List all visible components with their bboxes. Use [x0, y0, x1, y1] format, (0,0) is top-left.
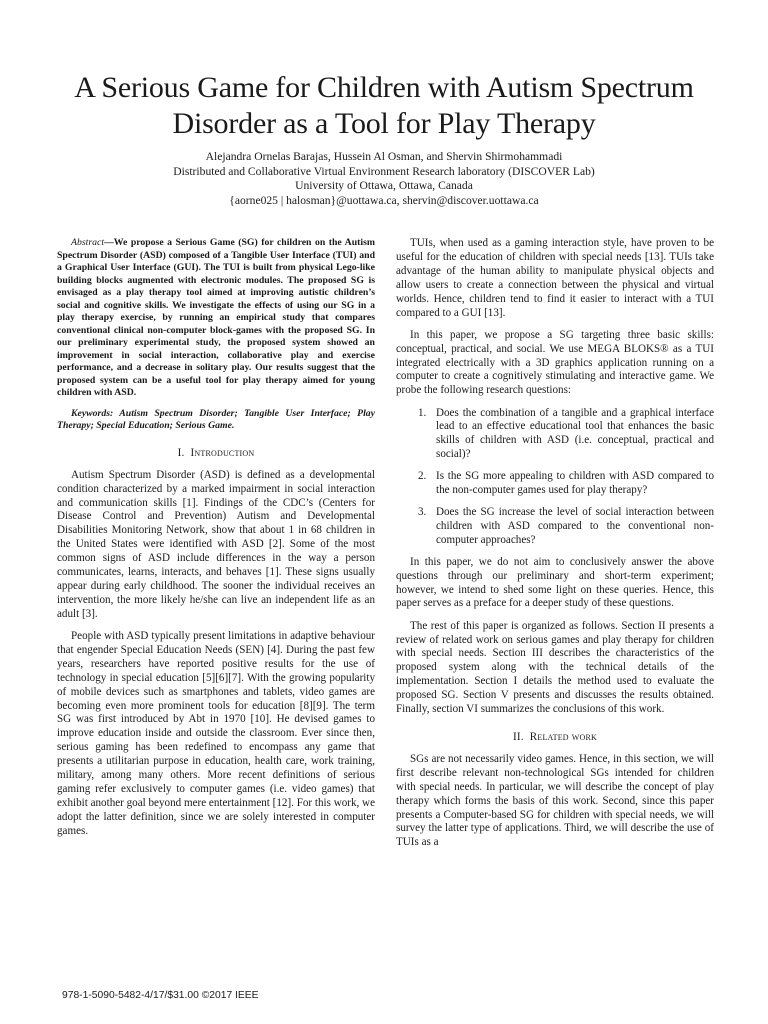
intro-paragraph-2: People with ASD typically present limitations in adaptive behaviour that engender Special Education Needs (SEN) [4]. During the past few years, researchers have reported positive results for the use of technology in special education [5][6][7]. With the growing popularity of mobile devices such as smartphones and tablets, video games are becoming even more prominent tools for education [8][9]. The term SG was first introduced by Abt in 1970 [10]. He devised games to improve education inside and outside the classroom. Ever since then, serious gaming has been redefined to encompass any game that presents a utilitarian purpose in education, health care, work training, military, among many others. More recent definitions of serious gaming refer exclusively to computer games (i.e. video games) that exhibit another goal beyond mere entertainment [12]. For this work, we adopt the latter definition, since we are solely interested in computer games. [57, 629, 375, 837]
keywords: Keywords: Autism Spectrum Disorder; Tangible User Interface; Play Therapy; Special Education; Serious Game. [57, 407, 375, 432]
intro-paragraph-4: In this paper, we propose a SG targeting three basic skills: conceptual, practical, and social. We use MEGA BLOKS® as a TUI integrated electrically with a 3D graphics application running on a computer to create a cognitively stimulating and interactive game. We probe the following research questions: [396, 328, 714, 397]
author-block [60, 150, 708, 208]
question-text: Does the SG increase the level of social interaction between children with ASD compared to the conventional non-computer approaches? [436, 506, 714, 546]
paper-title [40, 70, 728, 142]
intro-paragraph-1: Autism Spectrum Disorder (ASD) is defined as a developmental condition characterized by a marked impairment in social interaction and communication skills [1]. Findings of the CDC’s (Centers for Disease Control and Prevention) Autism and Developmental Disabilities Monitoring Network, show that about 1 in 68 children in the United States were identified with ASD [2]. Some of the most common signs of ASD include differences in the way a person communicates, learns, interacts, and behaves [1]. These signs usually appear during early childhood. The sooner the individual receives an intervention, the more likely he/she can live an independent life as an adult [3]. [57, 468, 375, 620]
author-names: Alejandra Ornelas Barajas, Hussein Al Osman, and Shervin Shirmohammadi [205, 150, 563, 163]
research-question [396, 470, 714, 498]
research-questions [396, 407, 714, 548]
title-line-2: Disorder as a Tool for Play Therapy [172, 107, 596, 140]
question-number: 1. [418, 406, 427, 419]
section-number: II. [513, 730, 524, 743]
copyright-footer: 978-1-5090-5482-4/17/$31.00 ©2017 IEEE [62, 990, 259, 1001]
author-university: University of Ottawa, Ottawa, Canada [295, 179, 473, 193]
question-text: Does the combination of a tangible and a graphical interface lead to an effective educational tool that enhances the basic skills of children with ASD (i.e. conceptual, practical and social)? [436, 406, 714, 461]
section-heading-introduction [57, 447, 375, 461]
intro-paragraph-6: The rest of this paper is organized as follows. Section II presents a review of related work on serious games and play therapy for children with special needs. Section III describes the characteristics of the proposed system along with the technical details of the implementation. Section I details the method used to evaluate the proposed SG. Section V presents and discusses the results obtained. Finally, section VI summarizes the conclusions of this work. [396, 619, 714, 716]
research-question [396, 506, 714, 548]
related-work-paragraph-1: SGs are not necessarily video games. Hence, in this section, we will first describe relevant non-technological SGs intended for children with special needs. In particular, we will describe the concept of play therapy which forms the basis of this work. Second, since this paper presents a Computer-based SG for children with special needs, we will survey the latter type of applications. Third, we will describe the use of TUIs as a [396, 752, 714, 849]
question-text: Is the SG more appealing to children with ASD compared to the non-computer games used for play therapy? [436, 470, 714, 497]
author-emails: {aorne025 | halosman}@uottawa.ca, shervin@discover.uottawa.ca [229, 193, 539, 207]
abstract-paragraph [57, 237, 375, 400]
author-lab: Distributed and Collaborative Virtual Environment Research laboratory (DISCOVER Lab) [173, 164, 595, 178]
section-title: Introduction [190, 446, 255, 459]
title-line-1: A Serious Game for Children with Autism Spectrum [74, 71, 694, 104]
intro-paragraph-3: TUIs, when used as a gaming interaction style, have proven to be useful for the education of children with special needs [13]. TUIs take advantage of the human ability to manipulate physical objects and allow users to create a connection between the physical and virtual worlds. Hence, children tend to find it easier to interact with a TUI compared to a GUI [13]. [396, 237, 714, 319]
section-heading-related-work [396, 731, 714, 745]
abstract-lead: Abstract [71, 237, 105, 248]
research-question [396, 407, 714, 463]
question-number: 2. [418, 470, 427, 483]
abstract [57, 237, 375, 400]
right-column [396, 237, 714, 859]
section-number: I. [177, 446, 185, 459]
abstract-dash: — [104, 237, 114, 248]
abstract-text: We propose a Serious Game (SG) for children on the Autism Spectrum Disorder (ASD) composed of a Tangible User Interface (TUI) and a Graphical User Interface (GUI). The TUI is built from physical Lego-like building blocks augmented with electronic modules. The proposed SG is envisaged as a play therapy tool aimed at improving autistic children’s social and cognitive skills. We investigate the effects of using our SG in a play therapy exercise, by running an empirical study that compares conventional clinical non-computer block-games with the proposed SG. In our preliminary experimental study, the proposed system showed an improvement in social interaction, collaborative play and exercise performance, and a decrease in solitary play. Our results suggest that the proposed system can be a useful tool for play therapy aimed for young children with ASD. [57, 237, 375, 398]
intro-paragraph-5: In this paper, we do not aim to conclusively answer the above questions through our preliminary and short-term experiment; however, we intend to shed some light on these queries. Hence, this paper serves as a preface for a deeper study of these questions. [396, 555, 714, 610]
left-column [57, 237, 375, 847]
question-number: 3. [418, 506, 427, 518]
section-title: Related work [529, 730, 597, 743]
